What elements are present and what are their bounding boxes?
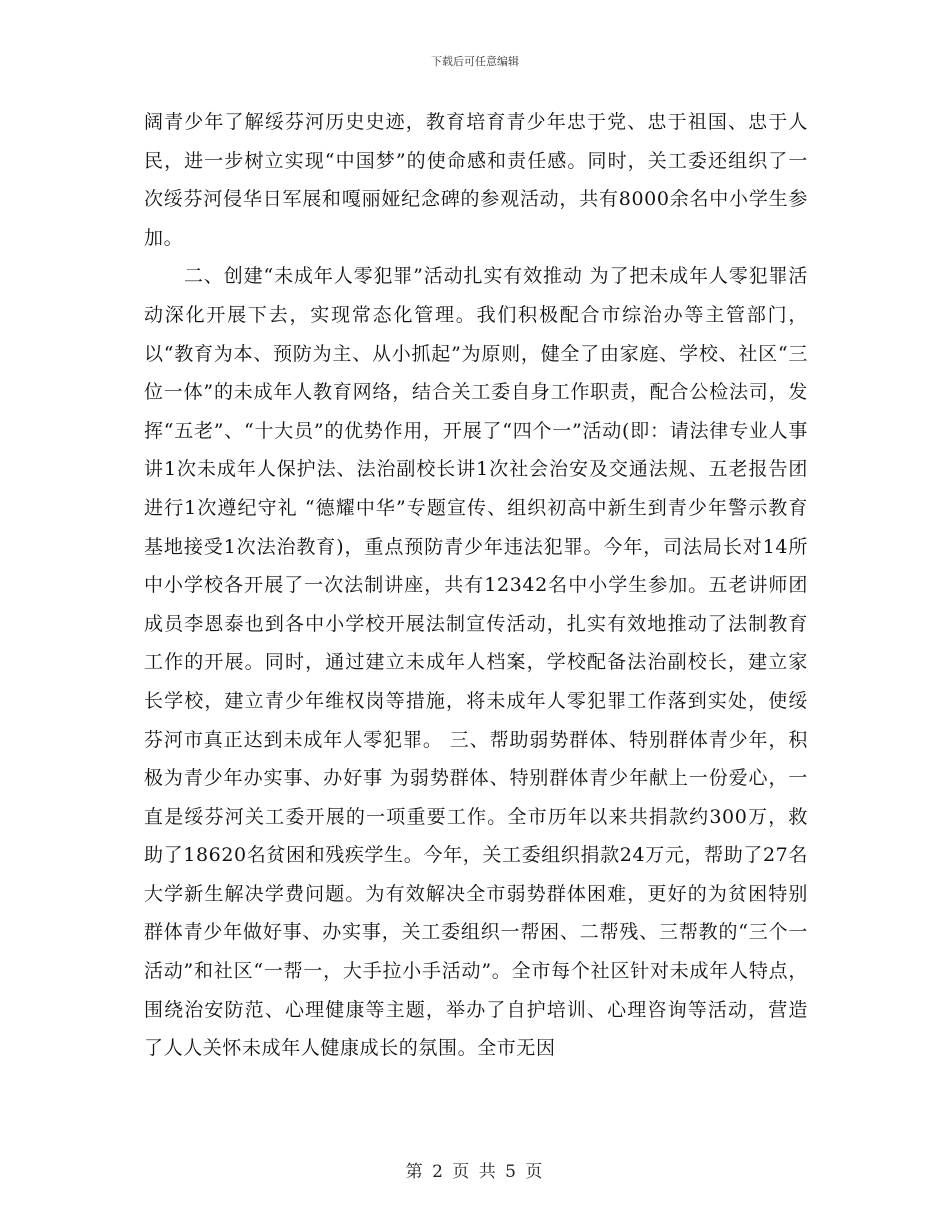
page-header: 下载后可任意编辑 xyxy=(431,55,519,68)
page-number-footer: 第 2 页 共 5 页 xyxy=(405,1162,545,1182)
paragraph-section-two: 二、创建“未成年人零犯罪”活动扎实有效推动 为了把未成年人零犯罪活动深化开展下去，实现常态化管理。我们积极配合市综治办等主管部门，以“教育为本、预防为主、从小抓起”为原则，健全了由家庭、学校、社区“三位一体”的未成年人教育网络，结合关工委自身工作职责，配合公检法司，发挥“五老”、“十大员”的优势作用，开展了“四个一”活动(即：请法律专业人事讲1次未成年人保护法、法治副校长讲1次社会治安及交通法规、五老报告团进行1次遵纪守礼 “德耀中华”专题宣传、组织初高中新生到青少年警示教育基地接受1次法治教育)，重点预防青少年违法犯罪。今年，司法局长对14所中小学校各开展了一次法制讲座，共有12342名中小学生参加。五老讲师团成员李恩泰也到各中小学校开展法制宣传活动，扎实有效地推动了法制教育工作的开展。同时，通过建立未成年人档案，学校配备法治副校长，建立家长学校，建立青少年维权岗等措施，将未成年人零犯罪工作落到实处，使绥芬河市真正达到未成年人零犯罪。 三、帮助弱势群体、特别群体青少年，积极为青少年办实事、办好事 为弱势群体、特别群体青少年献上一份爱心，一直是绥芬河关工委开展的一项重要工作。全市历年以来共捐款约300万，救助了18620名贫困和残疾学生。今年，关工委组织捐款24万元，帮助了27名大学新生解决学费问题。为有效解决全市弱势群体困难，更好的为贫困特别群体青少年做好事、办实事，关工委组织一帮困、二帮残、三帮教的“三个一活动”和社区“一帮一，大手拉小手活动”。全市每个社区针对未成年人特点，围绕治安防范、心理健康等主题，举办了自护培训、心理咨询等活动，营造了人人关怀未成年人健康成长的氛围。全市无因 xyxy=(144,265,808,1060)
paragraph-continuation: 阔青少年了解绥芬河历史史迹，教育培育青少年忠于党、忠于祖国、忠于人民，进一步树立实现“中国梦”的使命感和责任感。同时，关工委还组织了一次绥芬河侵华日军展和嘎丽娅纪念碑的参观活动，共有8000余名中小学生参加。 xyxy=(144,111,808,249)
document-body xyxy=(144,103,808,1068)
